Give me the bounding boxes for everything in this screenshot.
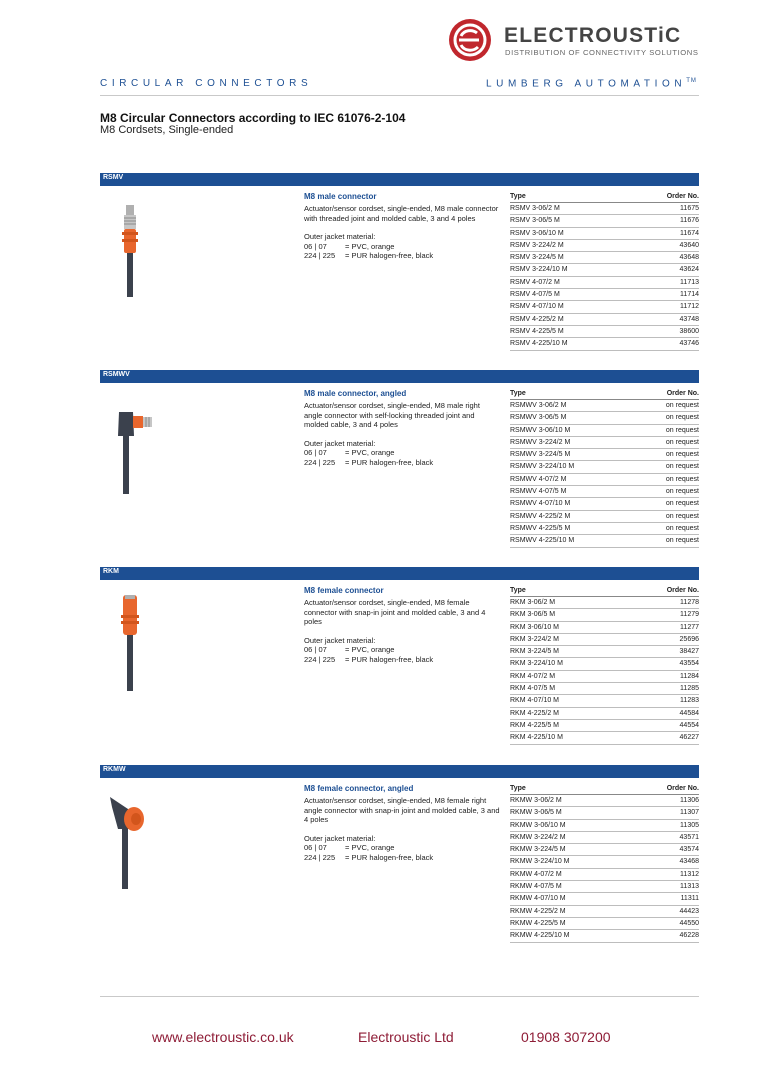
jacket-label: Outer jacket material: <box>304 232 376 242</box>
table-row <box>510 881 699 893</box>
jacket-label: Outer jacket material: <box>304 438 376 448</box>
table-row <box>510 918 699 930</box>
table-row <box>510 425 699 437</box>
jacket-code: 224 | 225 <box>304 251 336 261</box>
jacket-row <box>304 242 500 252</box>
product-title: M8 female connector, angled <box>304 784 414 793</box>
order-number-cell: 43746 <box>679 340 699 348</box>
order-number-cell: 11307 <box>680 809 699 817</box>
product-title: M8 male connector, angled <box>304 389 407 398</box>
type-cell: RSMWV 4-225/2 M <box>510 512 571 520</box>
order-number-cell: 11306 <box>680 797 699 804</box>
type-cell: RKMW 3-06/2 M <box>510 797 562 804</box>
order-table-rows <box>510 400 699 548</box>
jacket-code: 224 | 225 <box>304 852 336 862</box>
order-table-rows <box>510 795 699 943</box>
table-row <box>510 683 699 695</box>
type-cell: RKMW 4-225/5 M <box>510 919 566 927</box>
jacket-material: = PVC, orange <box>345 241 395 251</box>
table-row <box>510 228 699 240</box>
order-number-cell: on request <box>665 438 699 446</box>
type-cell: RSMV 4-07/5 M <box>510 291 560 299</box>
header-manufacturer-label: LUMBERG AUTOMATION <box>486 78 687 90</box>
order-number-cell: 11313 <box>680 883 699 891</box>
table-row <box>510 326 699 338</box>
footer-divider <box>100 996 699 997</box>
jacket-material: = PVC, orange <box>345 448 395 458</box>
type-cell: RSMWV 3-06/2 M <box>510 402 567 409</box>
table-row <box>510 646 699 658</box>
table-row <box>510 795 699 807</box>
type-cell: RSMWV 4-07/10 M <box>510 500 571 508</box>
order-table-header <box>510 388 699 400</box>
type-cell: RKM 3-06/10 M <box>510 623 560 631</box>
table-row <box>510 203 699 215</box>
type-cell: RSMWV 4-07/2 M <box>510 475 567 483</box>
type-cell: RSMWV 3-224/10 M <box>510 463 575 471</box>
type-cell: RKMW 4-225/2 M <box>510 907 566 915</box>
table-row <box>510 498 699 510</box>
order-number-cell: 43640 <box>679 241 699 249</box>
jacket-info <box>304 439 500 468</box>
order-number-cell: 11714 <box>680 291 699 299</box>
table-row <box>510 412 699 424</box>
type-column-header: Type <box>510 785 526 792</box>
section-label: RKMW <box>103 766 126 773</box>
order-number-cell: 38427 <box>679 648 699 656</box>
type-column-header: Type <box>510 193 526 200</box>
page-subtitle: M8 Cordsets, Single-ended <box>100 124 234 136</box>
type-cell: RSMWV 4-225/10 M <box>510 537 575 545</box>
section-header-bar <box>100 765 699 778</box>
header-divider <box>100 95 699 96</box>
order-table-rows <box>510 203 699 351</box>
jacket-material: = PVC, orange <box>345 645 395 655</box>
order-number-cell: 11712 <box>680 303 699 311</box>
jacket-material: = PUR halogen-free, black <box>345 852 434 862</box>
header-category: CIRCULAR CONNECTORS <box>100 78 313 89</box>
type-column-header: Type <box>510 587 526 594</box>
type-cell: RSMV 3-224/10 M <box>510 266 568 274</box>
product-text: Actuator/sensor cordset, single-ended, M8 female right angle connector with snap-in joint and molded cable, 3 and 4 poles <box>304 796 500 825</box>
table-row <box>510 893 699 905</box>
order-table <box>510 388 699 548</box>
product-section-rsmwv <box>100 370 699 565</box>
order-number-cell: 43574 <box>679 846 699 854</box>
type-cell: RKM 3-06/2 M <box>510 599 556 606</box>
order-number-cell: on request <box>665 414 699 422</box>
table-row <box>510 695 699 707</box>
table-row <box>510 807 699 819</box>
jacket-row <box>304 458 500 468</box>
jacket-row <box>304 251 500 261</box>
table-row <box>510 437 699 449</box>
order-number-cell: 11675 <box>680 205 699 212</box>
table-row <box>510 869 699 881</box>
product-title: M8 female connector <box>304 586 384 595</box>
jacket-info <box>304 834 500 863</box>
table-row <box>510 474 699 486</box>
order-number-cell: 46227 <box>679 734 699 742</box>
section-header-bar <box>100 173 699 186</box>
product-section-rkm <box>100 567 699 762</box>
type-cell: RKM 4-07/10 M <box>510 697 560 705</box>
footer-website-link[interactable]: www.electroustic.co.uk <box>152 1029 294 1045</box>
product-text: Actuator/sensor cordset, single-ended, M8 male connector with threaded joint and molded cable, 3 and 4 poles <box>304 204 499 223</box>
type-cell: RSMV 3-06/5 M <box>510 217 560 225</box>
type-cell: RSMV 3-224/2 M <box>510 241 564 249</box>
angled-male-connector-image <box>100 384 160 494</box>
jacket-code: 06 | 07 <box>304 843 327 853</box>
order-number-cell: 11311 <box>680 895 699 903</box>
table-row <box>510 511 699 523</box>
order-table <box>510 783 699 943</box>
table-row <box>510 622 699 634</box>
type-column-header: Type <box>510 390 526 397</box>
table-row <box>510 252 699 264</box>
order-number-cell: 38600 <box>679 327 699 335</box>
product-section-rkmw <box>100 765 699 960</box>
order-number-cell: on request <box>665 537 699 545</box>
order-table-header <box>510 783 699 795</box>
section-label: RSMV <box>103 174 124 181</box>
order-number-cell: 43748 <box>679 315 699 323</box>
order-number-cell: 11277 <box>680 623 699 631</box>
type-cell: RKM 4-07/2 M <box>510 672 556 680</box>
table-row <box>510 597 699 609</box>
order-column-header: Order No. <box>666 193 699 200</box>
order-table-header <box>510 585 699 597</box>
type-cell: RKMW 3-224/10 M <box>510 858 570 866</box>
order-number-cell: on request <box>665 500 699 508</box>
jacket-row <box>304 655 500 665</box>
section-header-bar <box>100 567 699 580</box>
product-text: Actuator/sensor cordset, single-ended, M8 male right angle connector with self-locking threaded joint and molded cable, 3 and 4 poles <box>304 401 480 430</box>
type-cell: RKM 3-224/5 M <box>510 648 560 656</box>
order-number-cell: 11283 <box>680 697 699 705</box>
order-table <box>510 191 699 351</box>
table-row <box>510 338 699 350</box>
order-number-cell: on request <box>665 475 699 483</box>
type-cell: RKM 4-225/10 M <box>510 734 563 742</box>
table-row <box>510 301 699 313</box>
type-cell: RSMV 4-07/10 M <box>510 303 564 311</box>
jacket-row <box>304 853 500 863</box>
order-number-cell: 44423 <box>679 907 699 915</box>
type-cell: RKMW 4-07/2 M <box>510 870 562 878</box>
product-text: Actuator/sensor cordset, single-ended, M8 female connector with snap-in joint and molded cable, 3 and 4 poles <box>304 598 486 627</box>
table-row <box>510 671 699 683</box>
order-number-cell: 25696 <box>679 635 699 643</box>
type-cell: RKMW 3-06/5 M <box>510 809 562 817</box>
brand-logo <box>448 18 708 62</box>
order-number-cell: 44584 <box>679 709 699 717</box>
type-cell: RSMWV 3-06/10 M <box>510 426 571 434</box>
jacket-material: = PVC, orange <box>345 843 395 853</box>
order-number-cell: on request <box>665 451 699 459</box>
section-label: RKM <box>103 568 119 575</box>
product-title: M8 male connector <box>304 192 377 201</box>
table-row <box>510 856 699 868</box>
table-row <box>510 240 699 252</box>
table-row <box>510 832 699 844</box>
table-row <box>510 215 699 227</box>
table-row <box>510 289 699 301</box>
type-cell: RSMV 4-225/2 M <box>510 315 564 323</box>
order-number-cell: 43648 <box>679 254 699 262</box>
order-number-cell: 11284 <box>680 672 699 680</box>
type-cell: RSMV 4-225/5 M <box>510 327 564 335</box>
page-title: M8 Circular Connectors according to IEC 61076-2-104 <box>100 111 406 125</box>
table-row <box>510 264 699 276</box>
type-cell: RSMV 4-07/2 M <box>510 278 560 286</box>
brand-tagline: DISTRIBUTION OF CONNECTIVITY SOLUTIONS <box>505 48 699 57</box>
type-cell: RKM 4-225/2 M <box>510 709 560 717</box>
trademark-mark: TM <box>686 78 697 84</box>
order-number-cell: 43624 <box>679 266 699 274</box>
table-row <box>510 634 699 646</box>
footer-company: Electroustic Ltd <box>358 1029 454 1045</box>
type-cell: RKM 4-225/5 M <box>510 721 560 729</box>
type-cell: RKMW 4-07/10 M <box>510 895 566 903</box>
electroustic-logo-icon <box>448 18 492 62</box>
order-number-cell: 11278 <box>680 599 699 606</box>
order-number-cell: 11312 <box>680 870 699 878</box>
table-row <box>510 400 699 412</box>
jacket-code: 06 | 07 <box>304 448 327 458</box>
brand-name: ELECTROUSTiC <box>504 24 682 47</box>
type-cell: RKMW 4-07/5 M <box>510 883 562 891</box>
jacket-code: 224 | 225 <box>304 654 336 664</box>
order-number-cell: 43554 <box>679 660 699 668</box>
order-number-cell: on request <box>665 488 699 496</box>
order-number-cell: 43571 <box>679 833 699 841</box>
order-table <box>510 585 699 745</box>
jacket-row <box>304 448 500 458</box>
table-row <box>510 820 699 832</box>
table-row <box>510 277 699 289</box>
type-cell: RSMV 3-06/10 M <box>510 229 564 237</box>
jacket-row <box>304 843 500 853</box>
type-cell: RKMW 3-06/10 M <box>510 821 566 829</box>
order-number-cell: on request <box>665 512 699 520</box>
order-number-cell: on request <box>665 463 699 471</box>
table-row <box>510 535 699 547</box>
jacket-code: 06 | 07 <box>304 645 327 655</box>
product-section-rsmv <box>100 173 699 368</box>
type-cell: RSMWV 3-224/2 M <box>510 438 571 446</box>
table-row <box>510 906 699 918</box>
order-number-cell: 11305 <box>680 821 699 829</box>
angled-female-connector-image <box>100 779 160 889</box>
table-row <box>510 314 699 326</box>
order-number-cell: 11676 <box>680 217 699 225</box>
product-description <box>304 389 500 468</box>
footer-phone: 01908 307200 <box>521 1029 611 1045</box>
type-cell: RKM 3-224/2 M <box>510 635 560 643</box>
table-row <box>510 523 699 535</box>
product-description <box>304 784 500 863</box>
table-row <box>510 930 699 942</box>
straight-female-connector-image <box>100 581 160 691</box>
jacket-material: = PUR halogen-free, black <box>345 457 434 467</box>
order-number-cell: 11674 <box>680 229 699 237</box>
table-row <box>510 609 699 621</box>
type-cell: RSMV 4-225/10 M <box>510 340 568 348</box>
type-cell: RSMWV 4-07/5 M <box>510 488 567 496</box>
straight-male-connector-image <box>100 187 160 297</box>
header-manufacturer <box>486 78 697 89</box>
type-cell: RSMWV 3-06/5 M <box>510 414 567 422</box>
type-cell: RSMWV 4-225/5 M <box>510 524 571 532</box>
jacket-material: = PUR halogen-free, black <box>345 654 434 664</box>
jacket-info <box>304 636 500 665</box>
type-cell: RKMW 3-224/2 M <box>510 833 566 841</box>
order-number-cell: on request <box>665 402 699 409</box>
order-number-cell: 11713 <box>680 278 699 286</box>
order-number-cell: 43468 <box>679 858 699 866</box>
order-column-header: Order No. <box>666 587 699 594</box>
type-cell: RSMV 3-224/5 M <box>510 254 564 262</box>
table-row <box>510 658 699 670</box>
table-row <box>510 708 699 720</box>
type-cell: RKMW 4-225/10 M <box>510 932 570 940</box>
order-number-cell: 11285 <box>680 685 699 693</box>
order-column-header: Order No. <box>666 785 699 792</box>
type-cell: RKMW 3-224/5 M <box>510 846 566 854</box>
type-cell: RKM 3-06/5 M <box>510 611 556 619</box>
table-row <box>510 732 699 744</box>
jacket-label: Outer jacket material: <box>304 635 376 645</box>
order-number-cell: 11279 <box>680 611 699 619</box>
type-cell: RSMV 3-06/2 M <box>510 205 560 212</box>
order-number-cell: 46228 <box>679 932 699 940</box>
jacket-material: = PUR halogen-free, black <box>345 251 434 261</box>
table-row <box>510 461 699 473</box>
section-header-bar <box>100 370 699 383</box>
order-number-cell: 44550 <box>679 919 699 927</box>
jacket-info <box>304 232 500 261</box>
type-cell: RKM 4-07/5 M <box>510 685 556 693</box>
order-number-cell: 44554 <box>679 721 699 729</box>
jacket-code: 06 | 07 <box>304 241 327 251</box>
jacket-code: 224 | 225 <box>304 457 336 467</box>
product-description <box>304 586 500 665</box>
order-table-rows <box>510 597 699 745</box>
order-number-cell: on request <box>665 426 699 434</box>
table-row <box>510 844 699 856</box>
order-number-cell: on request <box>665 524 699 532</box>
jacket-row <box>304 645 500 655</box>
table-row <box>510 720 699 732</box>
table-row <box>510 486 699 498</box>
jacket-label: Outer jacket material: <box>304 833 376 843</box>
type-cell: RKM 3-224/10 M <box>510 660 563 668</box>
section-label: RSMWV <box>103 371 130 378</box>
order-column-header: Order No. <box>666 390 699 397</box>
order-table-header <box>510 191 699 203</box>
type-cell: RSMWV 3-224/5 M <box>510 451 571 459</box>
table-row <box>510 449 699 461</box>
product-description <box>304 192 500 261</box>
